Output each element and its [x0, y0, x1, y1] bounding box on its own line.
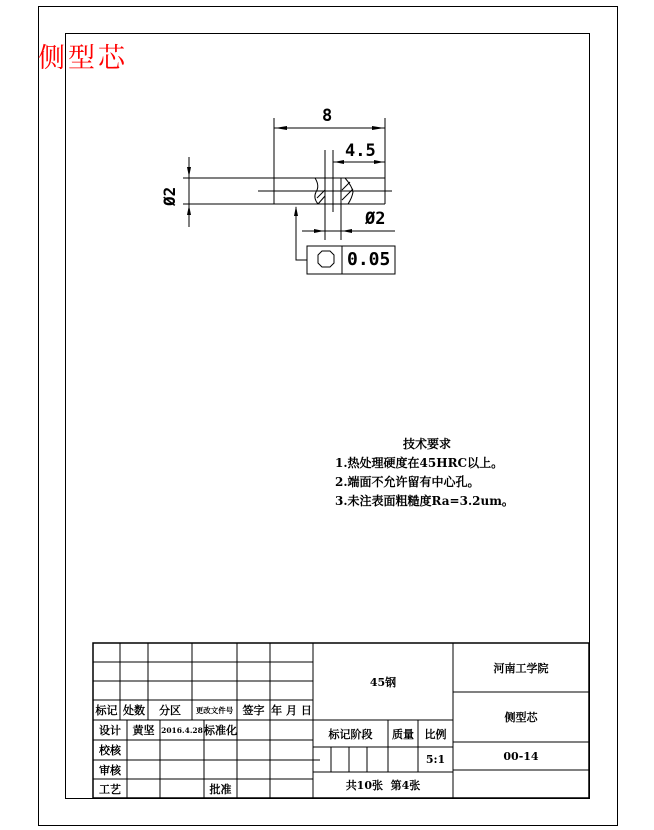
process-label: 工艺	[99, 782, 121, 796]
part-name: 侧型芯	[504, 711, 538, 724]
header-count: 处数	[123, 704, 145, 717]
dimension-outer-diameter: Ø2	[160, 186, 179, 206]
requirement-item: 2.端面不允许留有中心孔。	[335, 475, 480, 489]
dimension-hole-diameter: Ø2	[365, 209, 386, 229]
check-label: 校核	[99, 744, 121, 757]
part-title-red: 侧型芯	[38, 43, 128, 74]
drawing-number: 00-14	[503, 749, 539, 763]
stage-label: 标记阶段	[328, 727, 373, 741]
scale-value: 5:1	[425, 753, 446, 766]
design-date: 2016.4.28	[161, 725, 203, 735]
requirements-heading: 技术要求	[402, 437, 451, 451]
material: 45钢	[369, 675, 397, 689]
header-mark: 标记	[95, 704, 118, 717]
designer-name: 黄坚	[132, 724, 155, 737]
dimension-overall-length: 8	[322, 106, 333, 126]
institution-name: 河南工学院	[493, 661, 549, 675]
requirement-item: 3.未注表面粗糙度Ra=3.2um。	[335, 494, 514, 508]
header-zone: 分区	[159, 704, 181, 717]
requirement-item: 1.热处理硬度在45HRC以上。	[335, 456, 504, 470]
approval-label: 批准	[209, 782, 232, 796]
weight-label: 质量	[392, 727, 414, 741]
tolerance-value: 0.05	[347, 249, 391, 270]
dimension-hole-position: 4.5	[345, 141, 376, 161]
standardization-label: 标准化	[204, 724, 237, 737]
header-signature: 签字	[242, 704, 265, 717]
design-label: 设计	[99, 724, 121, 737]
review-label: 审核	[99, 763, 121, 777]
sheet-count: 共10张 第4张	[345, 779, 421, 792]
header-date: 年 月 日	[271, 704, 312, 717]
scale-label: 比例	[424, 727, 447, 741]
header-change-doc: 更改文件号	[195, 705, 234, 715]
